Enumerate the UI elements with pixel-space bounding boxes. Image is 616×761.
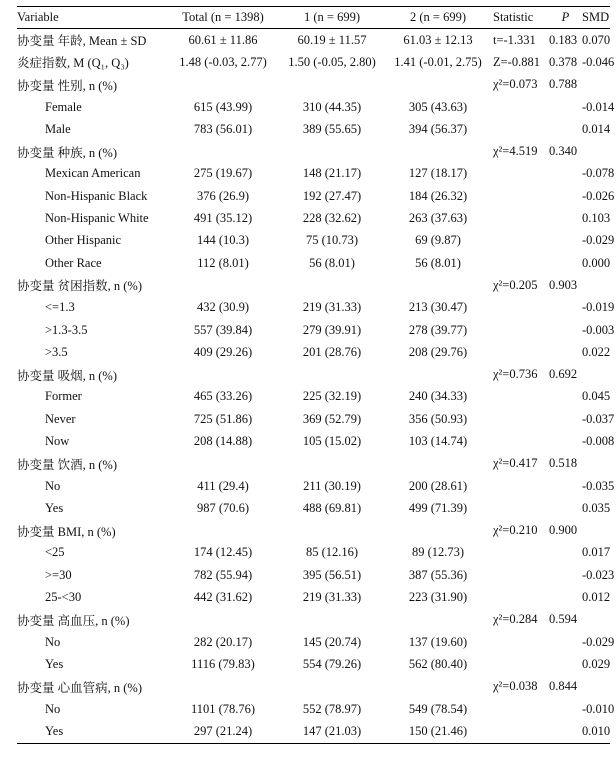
cell-variable: Non-Hispanic Black	[45, 188, 148, 203]
table-row-level	[17, 341, 610, 363]
cell-total	[165, 520, 281, 542]
table-row-level	[17, 720, 610, 743]
cell-total: 376 (26.9)	[196, 188, 250, 203]
cell-group-2	[383, 609, 493, 631]
cell-p-value	[549, 586, 582, 608]
cell-smd: 0.035	[582, 500, 611, 515]
cell-group-2: 263 (37.63)	[408, 211, 468, 226]
cell-variable: 协变量 贫困指数, n (%)	[17, 279, 142, 294]
table-row-level	[17, 631, 610, 653]
cell-statistic: χ²=4.519	[493, 144, 538, 159]
cell-p-value	[549, 252, 582, 274]
cell-p-value: 0.788	[549, 77, 578, 92]
cell-total	[165, 676, 281, 698]
table-row-variable	[17, 51, 610, 73]
table-row-level	[17, 319, 610, 341]
cell-statistic	[493, 96, 549, 118]
cell-group-1: 145 (20.74)	[302, 634, 362, 649]
cell-smd: -0.029	[582, 634, 615, 649]
cell-smd	[582, 74, 610, 96]
table-row-variable	[17, 453, 610, 475]
table-row-level	[17, 408, 610, 430]
cell-smd	[582, 274, 610, 296]
cell-variable: Yes	[45, 656, 64, 671]
table-row-level	[17, 252, 610, 274]
cell-p-value	[549, 118, 582, 140]
cell-statistic	[493, 297, 549, 319]
cell-smd: 0.000	[582, 255, 611, 270]
cell-total	[165, 453, 281, 475]
cell-variable: >=30	[45, 567, 72, 582]
cell-statistic	[493, 542, 549, 564]
cell-group-2: 89 (12.73)	[411, 545, 465, 560]
cell-group-2: 127 (18.17)	[408, 166, 468, 181]
cell-variable: Female	[45, 99, 82, 114]
cell-p-value: 0.692	[549, 367, 578, 382]
cell-group-1: 554 (79.26)	[302, 656, 362, 671]
cell-statistic	[493, 408, 549, 430]
cell-variable: <=1.3	[45, 300, 75, 315]
cell-total	[165, 363, 281, 385]
cell-p-value: 0.378	[549, 54, 578, 69]
cell-smd: 0.029	[582, 656, 611, 671]
cell-smd	[582, 140, 610, 162]
cell-statistic	[493, 185, 549, 207]
cell-smd: 0.070	[582, 32, 611, 47]
cell-variable: No	[45, 701, 61, 716]
cell-group-1: 395 (56.51)	[302, 567, 362, 582]
table-row-variable	[17, 274, 610, 296]
table-row-level	[17, 497, 610, 519]
table-body	[17, 29, 615, 744]
cell-group-1: 225 (32.19)	[302, 389, 362, 404]
cell-variable: Yes	[17, 720, 165, 743]
header-row	[17, 7, 610, 29]
cell-group-1: 279 (39.91)	[302, 322, 362, 337]
cell-total	[165, 609, 281, 631]
cell-total: 615 (43.99)	[193, 99, 253, 114]
cell-statistic: χ²=0.038	[493, 679, 538, 694]
cell-total: 783 (56.01)	[193, 121, 253, 136]
table-row-level	[17, 185, 610, 207]
cell-total: 465 (33.26)	[193, 389, 253, 404]
cell-total: 208 (14.88)	[193, 433, 253, 448]
cell-total: 60.61 ± 11.86	[188, 32, 258, 47]
cell-p-value	[549, 408, 582, 430]
table-row-variable	[17, 140, 610, 162]
cell-total: 442 (31.62)	[193, 590, 253, 605]
cell-p-value: 0.900	[549, 523, 578, 538]
cell-p-value	[549, 185, 582, 207]
cell-group-2: 184 (26.32)	[408, 188, 468, 203]
table-row-variable	[17, 74, 610, 96]
cell-group-2: 549 (78.54)	[408, 701, 468, 716]
cell-group-1: 192 (27.47)	[302, 188, 362, 203]
cell-p-value	[549, 475, 582, 497]
cell-smd: -0.019	[582, 300, 615, 315]
table-row-level	[17, 653, 610, 675]
cell-statistic	[493, 698, 549, 720]
cell-total: 782 (55.94)	[193, 567, 253, 582]
cell-variable: 协变量 吸烟, n (%)	[17, 368, 117, 383]
cell-statistic: Z=-0.881	[493, 54, 540, 69]
table-row-level	[17, 96, 610, 118]
table-row-variable	[17, 29, 610, 52]
cell-smd: -0.029	[582, 233, 615, 248]
table-row-level	[17, 297, 610, 319]
cell-statistic	[493, 631, 549, 653]
table-row-level	[17, 564, 610, 586]
cell-total: 1101 (78.76)	[190, 701, 256, 716]
cell-variable: 协变量 种族, n (%)	[17, 145, 117, 160]
cell-p-value	[549, 430, 582, 452]
cell-variable: <25	[45, 545, 65, 560]
cell-group-1	[281, 520, 383, 542]
table-row-level	[17, 586, 610, 608]
cell-p-value	[549, 96, 582, 118]
cell-group-1: 105 (15.02)	[302, 433, 362, 448]
cell-group-2: 1.41 (-0.01, 2.75)	[394, 54, 482, 69]
cell-smd: 0.014	[582, 121, 611, 136]
cell-variable: Now	[45, 433, 70, 448]
cell-group-1: 75 (10.73)	[305, 233, 359, 248]
cell-variable: Male	[45, 121, 71, 136]
table-row-variable	[17, 520, 610, 542]
cell-p-value	[549, 653, 582, 675]
cell-group-2	[383, 74, 493, 96]
cell-p-value	[549, 564, 582, 586]
cell-group-1: 211 (30.19)	[303, 478, 361, 493]
cell-total: 174 (12.45)	[193, 545, 253, 560]
cell-smd: -0.003	[582, 322, 615, 337]
cell-smd	[582, 363, 610, 385]
cell-smd: 0.022	[582, 344, 611, 359]
cell-p-value: 0.183	[549, 32, 578, 47]
cell-group-1: 85 (12.16)	[305, 545, 359, 560]
cell-total	[165, 140, 281, 162]
cell-total: 432 (30.9)	[196, 300, 250, 315]
cell-smd: 0.017	[582, 545, 611, 560]
cell-statistic	[493, 430, 549, 452]
cell-group-1: 369 (52.79)	[302, 411, 362, 426]
table-row-level	[17, 386, 610, 408]
cell-variable: 协变量 性别, n (%)	[17, 78, 117, 93]
table-row-variable	[17, 676, 610, 698]
cell-smd: -0.035	[582, 478, 615, 493]
cell-p-value: 0.340	[549, 144, 578, 159]
cell-p-value: 0.844	[549, 679, 578, 694]
cell-statistic: χ²=0.284	[493, 612, 538, 627]
cell-group-2: 200 (28.61)	[408, 478, 468, 493]
table-row-level	[17, 475, 610, 497]
cell-p-value	[549, 207, 582, 229]
cell-total: 1116 (79.83)	[191, 656, 255, 671]
cell-group-1: 147 (21.03)	[281, 720, 383, 743]
cell-p-value	[549, 319, 582, 341]
cell-group-2	[383, 274, 493, 296]
cell-p-value	[549, 163, 582, 185]
cell-variable: No	[45, 478, 61, 493]
cell-group-1: 488 (69.81)	[302, 500, 362, 515]
cell-group-2: 103 (14.74)	[408, 433, 468, 448]
cell-p-value	[549, 497, 582, 519]
cell-smd	[582, 453, 610, 475]
cell-smd	[582, 676, 610, 698]
cell-group-1	[281, 676, 383, 698]
cell-variable: 协变量 高血压, n (%)	[17, 613, 130, 628]
header-total: Total (n = 1398)	[165, 7, 281, 29]
cell-group-1: 148 (21.17)	[302, 166, 362, 181]
cell-statistic	[493, 386, 549, 408]
header-smd: SMD	[582, 7, 610, 29]
header-group-1: 1 (n = 699)	[281, 7, 383, 29]
cell-p-value	[549, 230, 582, 252]
cell-p-value	[549, 698, 582, 720]
table-row-level	[17, 430, 610, 452]
table-row-variable	[17, 609, 610, 631]
cell-group-2: 223 (31.90)	[408, 590, 468, 605]
cell-total: 491 (35.12)	[193, 211, 253, 226]
cell-p-value: 0.903	[549, 277, 578, 292]
cell-total: 1.48 (-0.03, 2.77)	[179, 54, 267, 69]
cell-group-1	[281, 363, 383, 385]
cell-group-2: 137 (19.60)	[408, 634, 468, 649]
cell-statistic	[493, 207, 549, 229]
cell-group-2: 56 (8.01)	[415, 255, 461, 270]
cell-statistic	[493, 341, 549, 363]
cell-p-value: 0.594	[549, 612, 578, 627]
cell-group-1	[281, 140, 383, 162]
cell-total: 725 (51.86)	[193, 411, 253, 426]
cell-statistic	[493, 319, 549, 341]
cell-group-2: 499 (71.39)	[408, 500, 468, 515]
table-row-level	[17, 118, 610, 140]
cell-variable: 协变量 年龄, Mean ± SD	[17, 34, 147, 49]
cell-group-1: 56 (8.01)	[309, 255, 355, 270]
cell-group-1	[281, 609, 383, 631]
cell-smd: -0.037	[582, 411, 615, 426]
cell-smd: 0.103	[582, 211, 611, 226]
header-group-2: 2 (n = 699)	[383, 7, 493, 29]
cell-variable: 炎症指数, M (Q₁, Q₃)	[17, 56, 129, 71]
cell-statistic	[493, 163, 549, 185]
cell-group-1: 60.19 ± 11.57	[297, 32, 367, 47]
cell-variable: Former	[45, 389, 82, 404]
cell-total: 409 (29.26)	[193, 344, 253, 359]
cell-statistic: χ²=0.417	[493, 456, 538, 471]
cell-statistic	[493, 118, 549, 140]
cell-smd: -0.026	[582, 188, 615, 203]
cell-p-value	[549, 542, 582, 564]
cell-group-2	[383, 520, 493, 542]
cell-group-1: 219 (31.33)	[302, 300, 362, 315]
cell-variable: Other Race	[45, 255, 102, 270]
cell-total: 987 (70.6)	[196, 500, 250, 515]
table-row-level	[17, 207, 610, 229]
cell-smd: -0.078	[582, 166, 615, 181]
cell-group-2: 240 (34.33)	[408, 389, 468, 404]
cell-total: 557 (39.84)	[193, 322, 253, 337]
cell-statistic	[493, 475, 549, 497]
cell-group-2: 61.03 ± 12.13	[403, 32, 473, 47]
cell-total: 297 (21.24)	[165, 720, 281, 743]
cell-group-1: 552 (78.97)	[302, 701, 362, 716]
cell-variable: 协变量 饮酒, n (%)	[17, 457, 117, 472]
cell-variable: >1.3-3.5	[45, 322, 88, 337]
cell-total: 411 (29.4)	[197, 478, 249, 493]
cell-smd: -0.008	[582, 433, 615, 448]
header-variable: Variable	[17, 7, 165, 29]
cell-variable: Yes	[45, 500, 64, 515]
cell-statistic	[493, 720, 549, 743]
cell-variable: >3.5	[45, 344, 68, 359]
cell-smd: 0.010	[582, 720, 610, 743]
cell-group-1	[281, 453, 383, 475]
cell-smd: -0.010	[582, 701, 615, 716]
cell-statistic: χ²=0.736	[493, 367, 538, 382]
cell-group-2: 356 (50.93)	[408, 411, 468, 426]
cell-group-2: 150 (21.46)	[383, 720, 493, 743]
cell-variable: 协变量 心血管病, n (%)	[17, 680, 142, 695]
cell-group-1	[281, 74, 383, 96]
cell-group-1	[281, 274, 383, 296]
cell-variable: 协变量 BMI, n (%)	[17, 524, 116, 539]
cell-statistic: χ²=0.205	[493, 277, 538, 292]
cell-statistic	[493, 586, 549, 608]
cell-statistic	[493, 230, 549, 252]
cell-statistic: χ²=0.073	[493, 77, 538, 92]
cell-statistic: χ²=0.210	[493, 523, 538, 538]
cell-smd: -0.014	[582, 99, 615, 114]
cell-group-2: 305 (43.63)	[408, 99, 468, 114]
cell-p-value	[549, 341, 582, 363]
cell-smd	[582, 520, 610, 542]
cell-p-value	[549, 631, 582, 653]
table-row-level	[17, 542, 610, 564]
cell-total: 282 (20.17)	[193, 634, 253, 649]
table-row-level	[17, 230, 610, 252]
cell-p-value	[549, 720, 582, 743]
cell-variable: Never	[45, 411, 76, 426]
cell-group-2	[383, 453, 493, 475]
cell-group-2: 213 (30.47)	[408, 300, 468, 315]
cell-group-1: 310 (44.35)	[302, 99, 362, 114]
cell-variable: Non-Hispanic White	[45, 211, 149, 226]
cell-total: 144 (10.3)	[196, 233, 250, 248]
cell-statistic	[493, 252, 549, 274]
cell-smd: 0.045	[582, 389, 611, 404]
cell-smd: 0.012	[582, 590, 611, 605]
cell-group-2	[383, 676, 493, 698]
cell-total	[165, 274, 281, 296]
cell-p-value	[549, 386, 582, 408]
cell-group-1: 228 (32.62)	[302, 211, 362, 226]
cell-variable: Other Hispanic	[45, 233, 122, 248]
cell-group-2: 387 (55.36)	[408, 567, 468, 582]
table-row-level	[17, 698, 610, 720]
cell-p-value: 0.518	[549, 456, 578, 471]
cell-smd: -0.046	[582, 54, 615, 69]
cell-group-2: 208 (29.76)	[408, 344, 468, 359]
cell-smd: -0.023	[582, 567, 615, 582]
cell-group-2: 69 (9.87)	[415, 233, 461, 248]
cell-total: 275 (19.67)	[193, 166, 253, 181]
table-row-level	[17, 163, 610, 185]
header-statistic: Statistic	[493, 7, 549, 29]
cell-group-1: 219 (31.33)	[302, 590, 362, 605]
cell-group-2: 394 (56.37)	[408, 121, 468, 136]
cell-smd	[582, 609, 610, 631]
cell-statistic	[493, 653, 549, 675]
cell-variable: Mexican American	[45, 166, 141, 181]
cell-statistic	[493, 564, 549, 586]
cell-group-2: 562 (80.40)	[408, 656, 468, 671]
cell-group-1: 389 (55.65)	[302, 121, 362, 136]
cell-total	[165, 74, 281, 96]
cell-group-2	[383, 140, 493, 162]
table-row-variable	[17, 363, 610, 385]
cell-group-1: 1.50 (-0.05, 2.80)	[288, 54, 376, 69]
cell-total: 112 (8.01)	[197, 255, 249, 270]
cell-variable: No	[45, 634, 61, 649]
cell-statistic	[493, 497, 549, 519]
cell-variable: 25-<30	[45, 590, 82, 605]
header-p-value: P	[549, 7, 582, 29]
cell-group-2	[383, 363, 493, 385]
cell-group-1: 201 (28.76)	[302, 344, 362, 359]
cell-statistic: t=-1.331	[493, 32, 536, 47]
baseline-characteristics-table	[17, 6, 615, 744]
cell-group-2: 278 (39.77)	[408, 322, 468, 337]
cell-p-value	[549, 297, 582, 319]
